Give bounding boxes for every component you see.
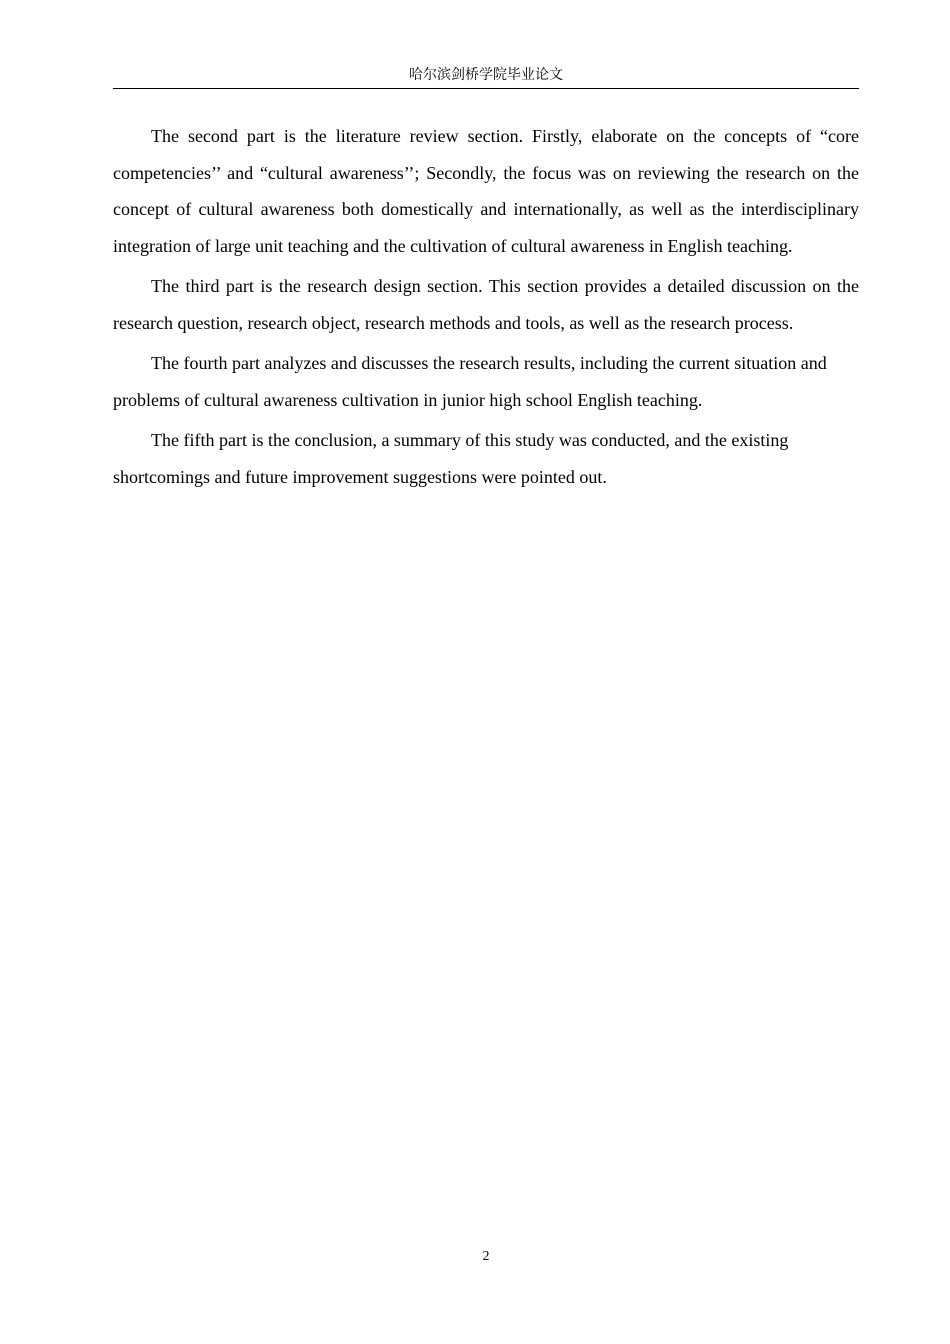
paragraph-fourth-part: The fourth part analyzes and discusses the research results, including the current situation and problems of cultural awareness cultivation in junior high school English teaching.	[113, 353, 827, 410]
header-rule	[113, 88, 859, 89]
paragraph-fifth-part: The fifth part is the conclusion, a summary of this study was conducted, and the existing shortcomings and future improvement suggestions were pointed out.	[113, 430, 789, 487]
body-text	[113, 118, 859, 499]
running-header: 哈尔滨剑桥学院毕业论文	[409, 67, 563, 83]
page-number: 2	[482, 1249, 490, 1264]
paragraph-third-part: The third part is the research design section. This section provides a detailed discussion on the research question, research object, research methods and tools, as well as the research process.	[113, 276, 859, 333]
paragraph-second-part: The second part is the literature review section. Firstly, elaborate on the concepts of “core competencies’’ and “cultural awareness’’; Secondly, the focus was on reviewing the research on the concept of cultural awareness both domestically and internationally, as well as the interdisciplinary integration of large unit teaching and the cultivation of cultural awareness in English teaching.	[113, 126, 859, 256]
